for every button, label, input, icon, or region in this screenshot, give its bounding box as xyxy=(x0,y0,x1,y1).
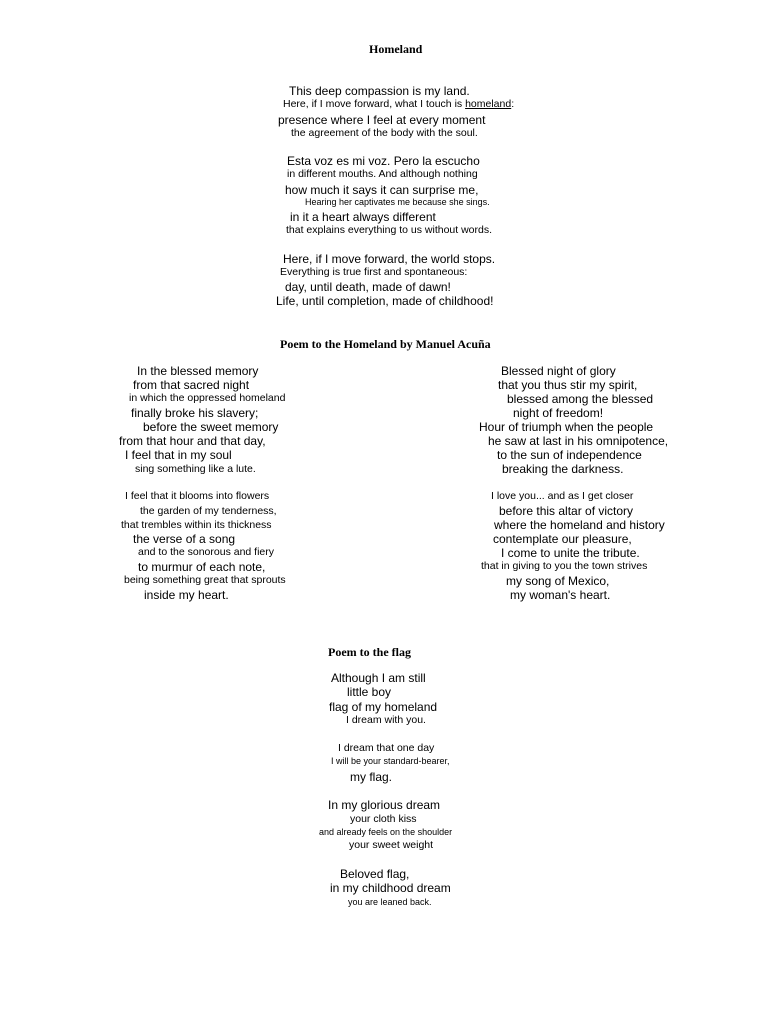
acuna-right-line-16: my woman's heart. xyxy=(510,588,611,602)
acuna-left-line-4: finally broke his slavery; xyxy=(131,406,259,420)
flag-title: Poem to the flag xyxy=(328,645,411,659)
homeland-line-3: presence where I feel at every moment xyxy=(278,113,486,127)
flag-line-8: In my glorious dream xyxy=(328,798,441,812)
homeland-line-5: Esta voz es mi voz. Pero la escucho xyxy=(287,154,480,168)
flag-line-1: Although I am still xyxy=(331,671,426,685)
flag-line-13: in my childhood dream xyxy=(330,881,451,895)
homeland-line-8: Hearing her captivates me because she sings. xyxy=(305,197,490,207)
acuna-right-line-9: I love you... and as I get closer xyxy=(491,490,634,502)
homeland-line-14: Life, until completion, made of childhood! xyxy=(276,294,494,308)
homeland-line-12: Everything is true first and spontaneous: xyxy=(280,266,468,278)
acuna-left-line-16: inside my heart. xyxy=(144,588,229,602)
acuna-left-line-9: I feel that it blooms into flowers xyxy=(125,490,270,502)
acuna-right-line-6: he saw at last in his omnipotence, xyxy=(488,434,669,448)
flag-line-2: little boy xyxy=(347,685,392,699)
acuna-right-line-14: that in giving to you the town strives xyxy=(481,560,648,572)
acuna-title: Poem to the Homeland by Manuel Acuña xyxy=(280,337,491,351)
flag-line-5: I dream that one day xyxy=(338,742,435,754)
homeland-line-7: how much it says it can surprise me, xyxy=(285,183,479,197)
acuna-left-line-15: being something great that sprouts xyxy=(124,574,286,586)
flag-line-3: flag of my homeland xyxy=(329,700,438,714)
flag-line-11: your sweet weight xyxy=(349,839,434,851)
acuna-right-line-1: Blessed night of glory xyxy=(501,364,616,378)
acuna-right-line-2: that you thus stir my spirit, xyxy=(498,378,638,392)
acuna-right-line-8: breaking the darkness. xyxy=(502,462,624,476)
acuna-left-line-6: from that hour and that day, xyxy=(119,434,266,448)
acuna-left-line-13: and to the sonorous and fiery xyxy=(138,546,275,558)
acuna-left-line-7: I feel that in my soul xyxy=(125,448,232,462)
homeland-line-2-text: Here, if I move forward, what I touch is xyxy=(283,98,463,110)
flag-line-10: and already feels on the shoulder xyxy=(319,827,453,837)
acuna-left-line-5: before the sweet memory xyxy=(143,420,279,434)
homeland-line-13: day, until death, made of dawn! xyxy=(285,280,451,294)
acuna-right-line-13: I come to unite the tribute. xyxy=(501,546,640,560)
flag-line-14: you are leaned back. xyxy=(348,897,432,907)
acuna-left-line-14: to murmur of each note, xyxy=(138,560,266,574)
homeland-title: Homeland xyxy=(369,42,423,56)
homeland-line-4: the agreement of the body with the soul. xyxy=(291,127,478,139)
acuna-right-line-5: Hour of triumph when the people xyxy=(479,420,654,434)
homeland-line-9: in it a heart always different xyxy=(290,210,436,224)
acuna-left-line-2: from that sacred night xyxy=(133,378,250,392)
flag-line-6: I will be your standard-bearer, xyxy=(331,756,450,766)
homeland-line-10: that explains everything to us without words. xyxy=(286,224,493,236)
homeland-line-1: This deep compassion is my land. xyxy=(289,84,470,98)
acuna-right-line-15: my song of Mexico, xyxy=(506,574,610,588)
flag-line-4: I dream with you. xyxy=(346,714,426,726)
flag-line-9: your cloth kiss xyxy=(350,813,417,825)
acuna-right-line-10: before this altar of victory xyxy=(499,504,634,518)
acuna-left-line-3: in which the oppressed homeland xyxy=(129,392,286,404)
homeland-link-word: homeland xyxy=(465,98,512,110)
homeland-line-2 xyxy=(283,97,514,111)
homeland-line-2-colon: : xyxy=(511,98,515,110)
acuna-left-line-11: that trembles within its thickness xyxy=(121,519,272,531)
homeland-line-11: Here, if I move forward, the world stops. xyxy=(283,252,496,266)
flag-line-7: my flag. xyxy=(350,770,393,784)
acuna-left-line-1: In the blessed memory xyxy=(137,364,259,378)
acuna-left-line-8: sing something like a lute. xyxy=(135,463,256,475)
acuna-left-line-12: the verse of a song xyxy=(133,532,236,546)
acuna-right-line-3: blessed among the blessed xyxy=(507,392,654,406)
acuna-right-line-11: where the homeland and history xyxy=(494,518,665,532)
homeland-line-6: in different mouths. And although nothing xyxy=(287,168,478,180)
flag-line-12: Beloved flag, xyxy=(340,867,410,881)
acuna-left-line-10: the garden of my tenderness, xyxy=(140,505,277,517)
acuna-right-line-12: contemplate our pleasure, xyxy=(493,532,632,546)
acuna-right-line-7: to the sun of independence xyxy=(497,448,642,462)
acuna-right-line-4: night of freedom! xyxy=(513,406,604,420)
